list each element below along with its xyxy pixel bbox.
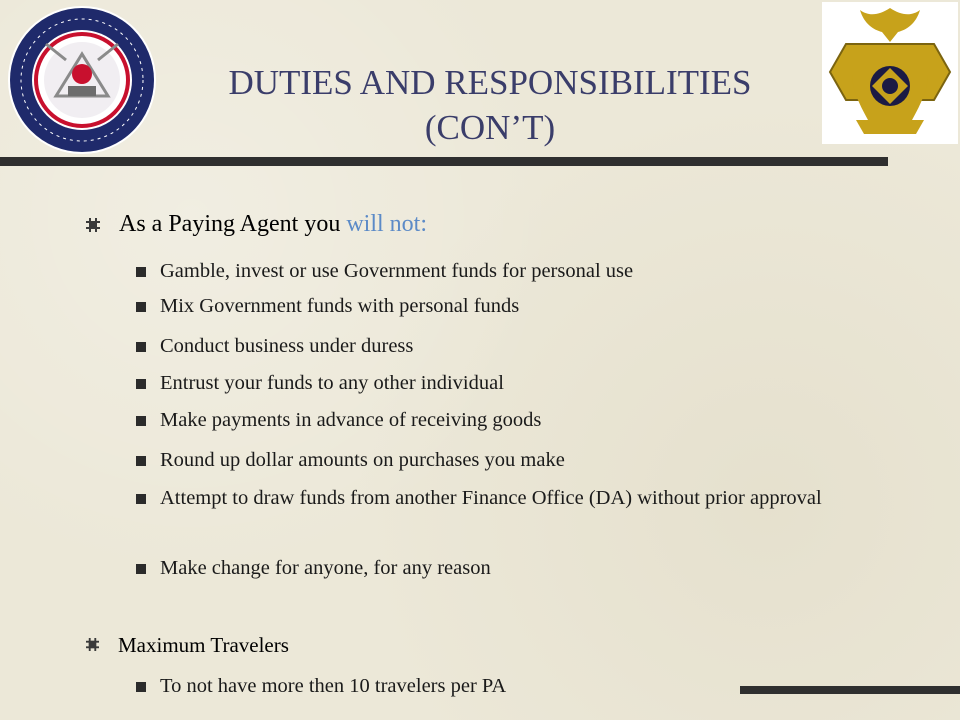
quartermaster-insignia-logo	[822, 2, 958, 144]
square-bullet-icon	[136, 302, 146, 312]
service-to-soldiers-insignia	[822, 2, 958, 144]
list-item-text: Round up dollar amounts on purchases you make	[160, 449, 565, 471]
square-bullet-icon	[136, 494, 146, 504]
title-divider	[0, 157, 888, 166]
lead-text: As a Paying Agent you	[119, 211, 347, 237]
square-bullet-icon	[136, 267, 146, 277]
hash-bullet-icon	[86, 218, 100, 232]
slide-title	[190, 60, 790, 150]
square-bullet-icon	[136, 456, 146, 466]
list-item-text: Entrust your funds to any other individual	[160, 372, 504, 394]
title-line-2: (CON’T)	[424, 108, 556, 147]
list-item-text: Mix Government funds with personal funds	[160, 295, 520, 317]
lead-accent-text: will not:	[346, 211, 427, 237]
list-item-text: Make change for anyone, for any reason	[160, 557, 491, 579]
square-bullet-icon	[136, 564, 146, 574]
list-item-text: To not have more then 10 travelers per PA	[160, 675, 507, 697]
square-bullet-icon	[136, 682, 146, 692]
list-item-text: Conduct business under duress	[160, 335, 414, 357]
bullet-paying-agent-text	[119, 211, 427, 238]
maximum-travelers-text: Maximum Travelers	[118, 633, 289, 657]
list-item-text: Gamble, invest or use Government funds for personal use	[160, 260, 634, 282]
hash-bullet-icon	[86, 638, 99, 651]
title-line-1: DUTIES AND RESPONSIBILITIES	[228, 63, 752, 102]
list-item-text: Attempt to draw funds from another Finance Office (DA) without prior approval	[160, 487, 822, 509]
square-bullet-icon	[136, 379, 146, 389]
list-item-text: Make payments in advance of receiving goods	[160, 409, 542, 431]
footer-divider	[740, 686, 960, 694]
square-bullet-icon	[136, 416, 146, 426]
square-bullet-icon	[136, 342, 146, 352]
asa-fmc-seal-logo	[6, 4, 158, 156]
